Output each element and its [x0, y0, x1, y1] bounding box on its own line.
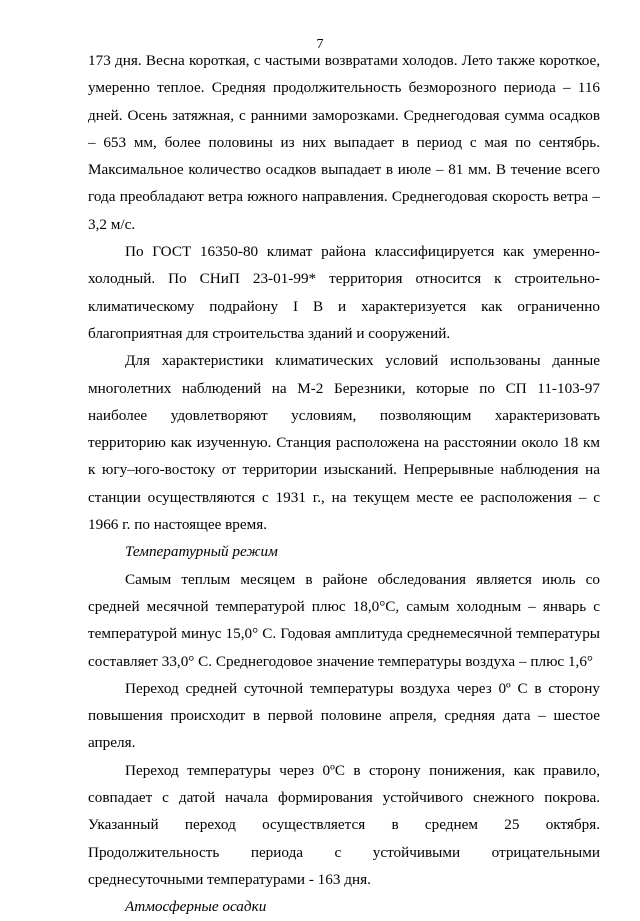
text-line: сумма осадков – 653 мм, более половины из них выпадает в период с мая по [88, 106, 601, 151]
text-line: периода – 116 дней. Осень затяжная, с ранними заморозками. Среднегодовая [88, 79, 601, 124]
text-line: Для характеристики климатических условий использованы данные [125, 352, 600, 370]
paragraph-weather-station [88, 347, 600, 538]
page-number: 7 [316, 37, 324, 52]
text-line: составляет 33,0° С. Среднегодовое значение температуры воздуха – плюс 1,6° [88, 652, 594, 670]
text-line: средней месячной температурой плюс 18,0°С, самым холодным – январь с [88, 597, 600, 615]
text-line: Продолжительность периода с устойчивыми отрицательными [88, 843, 600, 861]
text-line: Переход средней суточной температуры воздуха через 0º С в сторону [125, 679, 600, 697]
text-line: территорию как изученную. Станция расположена на расстоянии около 18 км [88, 434, 600, 452]
section-heading-precipitation: Атмосферные осадки [125, 898, 267, 916]
document-body [88, 47, 600, 921]
text-line: По ГОСТ 16350-80 климат района классифицируется как умеренно- [125, 243, 600, 261]
paragraph-spring-transition [88, 675, 600, 757]
text-line: г. по настоящее время. [122, 516, 268, 534]
text-line: короткое, умеренно теплое. Средняя продолжительность безморозного [88, 52, 601, 97]
text-line: многолетних наблюдений на М-2 Березники, которые по СП 11-103-97 [88, 379, 600, 397]
paragraph-autumn-transition [88, 757, 600, 893]
text-line: течение всего года преобладают ветра южного направления. Среднегодовая [88, 161, 601, 206]
text-line: шестое апреля. [88, 707, 600, 752]
text-line: наиболее удовлетворяют условиям, позволяющим характеризовать [88, 406, 600, 424]
text-line: климатическому подрайону I В и характеризуется как ограниченно [88, 297, 600, 315]
text-line: температурой минус 15,0° С. Годовая амплитуда среднемесячной температуры [88, 625, 600, 643]
text-line: холодный. По СНиП 23-01-99* территория относится к строительно- [88, 270, 600, 288]
text-line: к югу–юго-востоку от территории изысканий. Непрерывные наблюдения на [88, 461, 600, 479]
paragraph-temperature-months [88, 566, 600, 675]
text-line: Самым теплым месяцем в районе обследования является июль со [125, 570, 600, 588]
text-line: повышения происходит в первой половине апреля, средняя дата – [88, 707, 546, 725]
text-line: Переход температуры через 0ºС в сторону понижения, как правило, [125, 761, 600, 779]
text-line: станции осуществляются с 1931 г., на текущем месте ее расположения – с 1966 [88, 488, 600, 534]
section-heading-temperature: Температурный режим [125, 543, 278, 561]
text-line: сентябрь. Максимальное количество осадков выпадает в июле – 81 мм. В [88, 133, 601, 179]
text-line: Указанный переход осуществляется в среднем 25 октября. [88, 816, 600, 834]
paragraph-climate-overview [88, 47, 600, 238]
text-line: совпадает с датой начала формирования устойчивого снежного покрова. [88, 789, 600, 807]
text-line: среднесуточными температурами - 163 дня. [88, 870, 371, 888]
paragraph-climate-classification [88, 238, 600, 347]
text-line: скорость ветра – 3,2 м/с. [88, 188, 600, 233]
text-line: 173 дня. Весна короткая, с частыми возвратами холодов. Лето также [88, 52, 535, 69]
text-line: благоприятная для строительства зданий и сооружений. [88, 324, 451, 342]
